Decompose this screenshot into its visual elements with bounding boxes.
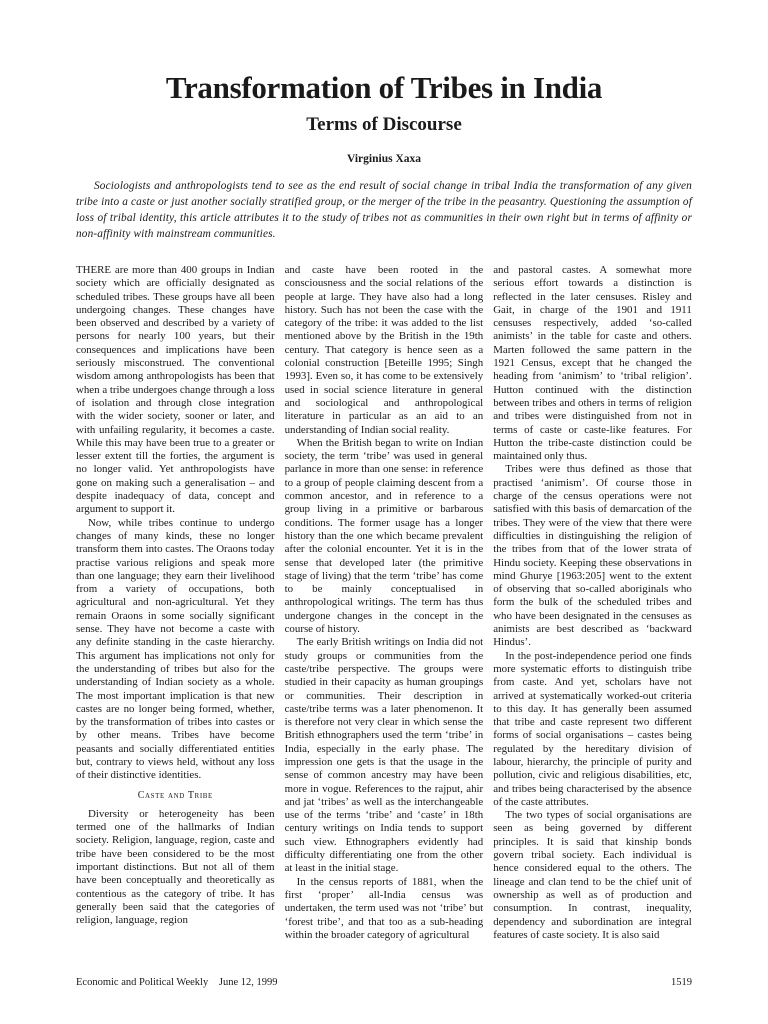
page-number: 1519 xyxy=(671,977,692,988)
paragraph: Tribes were thus defined as those that practised ‘animism’. Of course those in charge of the census operations were not satisfied with this basis of demarcation of the tribes. They were of the view that there were difficulties in distinguishing the religion of the tribes from that of the lower strata of Hindu society. Keeping these observations in mind Ghurye [1963:205] went to the extent of observing that so-called aboriginals who form the bulk of the scheduled tribes and who have been designated in the censuses as animists are best described as ‘backward Hindus’. xyxy=(493,463,692,649)
journal-name: Economic and Political Weekly xyxy=(76,977,209,988)
column-2 xyxy=(285,264,484,969)
paragraph: and pastoral castes. A somewhat more serious effort towards a distinction is reflected in the later censuses. Risley and Gait, in charge of the 1901 and 1911 censuses respectively, added ‘so-called animists’ in the table for caste and others. Marten followed the same pattern in the 1921 Census, except that he changed the heading from ‘animism’ to ‘tribal religion’. Hutton continued with the distinction between tribes and others in terms of religion and tribes were distinguished from not in terms of caste or caste-like features. For Hutton the tribe-caste distinction could be maintained only thus. xyxy=(493,264,692,463)
paragraph: In the census reports of 1881, when the first ‘proper’ all-India census was undertaken, the term used was not ‘tribe’ but ‘forest tribe’, and that too as a sub-heading within the broader category of agricultural xyxy=(284,875,484,941)
paragraph: The two types of social organisations are seen as being governed by different principles. It is said that kinship bonds govern tribal society. Each individual is hence considered equal to the others. The lineage and clan tend to be the chief unit of ownership as well as of production and consumption. In contrast, inequality, dependency and subordination are integral features of caste society. It is also said xyxy=(493,809,692,941)
article-abstract: Sociologists and anthropologists tend to see as the end result of social change in tribal India the transformation of any given tribe into a caste or just another socially stratified group, or the merger of the tribe in the peasantry. Questioning the assumption of loss of tribal identity, this article attributes it to the study of tribes not as communities in their own right but in terms of affinity or non-affinity with mainstream communities. xyxy=(76,180,692,240)
column-1 xyxy=(76,264,275,969)
paragraph: Diversity or heterogeneity has been termed one of the hallmarks of Indian society. Religion, language, region, caste and tribe have been considered to be the most important distinctions. But not all of them have been conceptually and theoretically as contentious as the category of tribe. It has generally been said that the categories of religion, language, region xyxy=(76,807,275,927)
page-footer xyxy=(76,977,692,988)
issue-date: June 12, 1999 xyxy=(218,977,278,988)
column-3 xyxy=(493,264,692,969)
paragraph: When the British began to write on Indian society, the term ‘tribe’ was used in general parlance in more than one sense: in reference to a group of people claiming descent from a common ancestor, and in reference to a group living in a primitive or barbarous conditions. The former usage has a longer history than the one which became prevalent after the colonial encounter. Yet it is in the sense that developed later (the primitive stage of living) that the term ‘tribe’ has come to be mainly conceptualised in anthropological writings. The term has thus undergone changes in the concept in the course of history. xyxy=(284,436,484,636)
footer-left xyxy=(76,977,285,988)
body-columns xyxy=(76,264,692,969)
article-title: Transformation of Tribes in India xyxy=(165,70,603,105)
paragraph: In the post-independence period one finds more systematic efforts to distinguish tribe from caste. And yet, scholars have not arrived at systematically worked-out criteria to this day. It has generally been assumed that tribe and caste represent two different forms of social organisations – castes being regulated by the hereditary division of labour, hierarchy, the principle of purity and pollution, civic and religious disabilities, etc, and tribes being characterised by the absence of the caste attributes. xyxy=(493,649,692,808)
paragraph: THERE are more than 400 groups in Indian society which are officially designated as scheduled tribes. These groups have all been undergoing changes. These changes have been observed and described by a variety of persons for nearly 100 years, but their consequences and implications have been seriously misconstrued. The conventional wisdom among anthropologists has been that when a tribe undergoes change through a loss of isolation and through close integration with the wider society, sooner or later, and with unfailing regularity, it becomes a caste. While this may have been true to a greater or lesser extent till the forties, the argument is no longer valid. Yet anthropologists have gone on making such a generalisation – and despite inadequacy of data, concept and argument to support it. xyxy=(76,264,275,516)
article-subtitle: Terms of Discourse xyxy=(306,114,462,135)
section-heading: Caste and Tribe xyxy=(137,789,213,801)
paragraph: and caste have been rooted in the consciousness and the social relations of the people at large. They have also had a long history. Such has not been the case with the category of the tribe: it was added to the list mentioned above by the British in the 19th century. That category is hence seen as a colonial construction [Beteille 1995; Singh 1993]. Even so, it has come to be extensively used in social science literature in general and sociological and anthropological literature in particular as an aid to an understanding of Indian social reality. xyxy=(284,264,484,436)
article-author: Virginius Xaxa xyxy=(346,153,421,165)
paragraph: The early British writings on India did not study groups or communities from the caste/tribe perspective. The groups were studied in their capacity as human groupings or communities. Their description in caste/tribe terms was a later phenomenon. It is therefore not very clear in which sense the British ethnographers used the term ‘tribe’ in India, especially in the early phase. The impression one gets is that the usage in the sense of common ancestry may have been more in vogue. References to the rajput, ahir and jat ‘tribes’ as well as the interchangeable use of the terms ‘tribe’ and ‘caste’ in 18th century writings on India tends to support such view. Ethnographers evidently had difficulty differentiating one from the other at least in the initial stage. xyxy=(284,636,484,875)
paragraph: Now, while tribes continue to undergo changes of many kinds, these no longer transform them into castes. The Oraons today practise various religions and speak more than one language; they earn their livelihood from a variety of occupations, both agricultural and non-agricultural. Yet they remain Oraons in some socially significant sense. They have not become a caste with any definite standing in the caste hierarchy. This argument has implications not only for the understanding of tribes but also for the understanding of Indian society as a whole. The most important implication is that new castes are no longer being formed, whether, by the transformation of tribes into castes or by other means. Tribes have become peasants and socially differentiated entities but, contrary to views held, without any loss of their distinctive identities. xyxy=(76,516,275,782)
